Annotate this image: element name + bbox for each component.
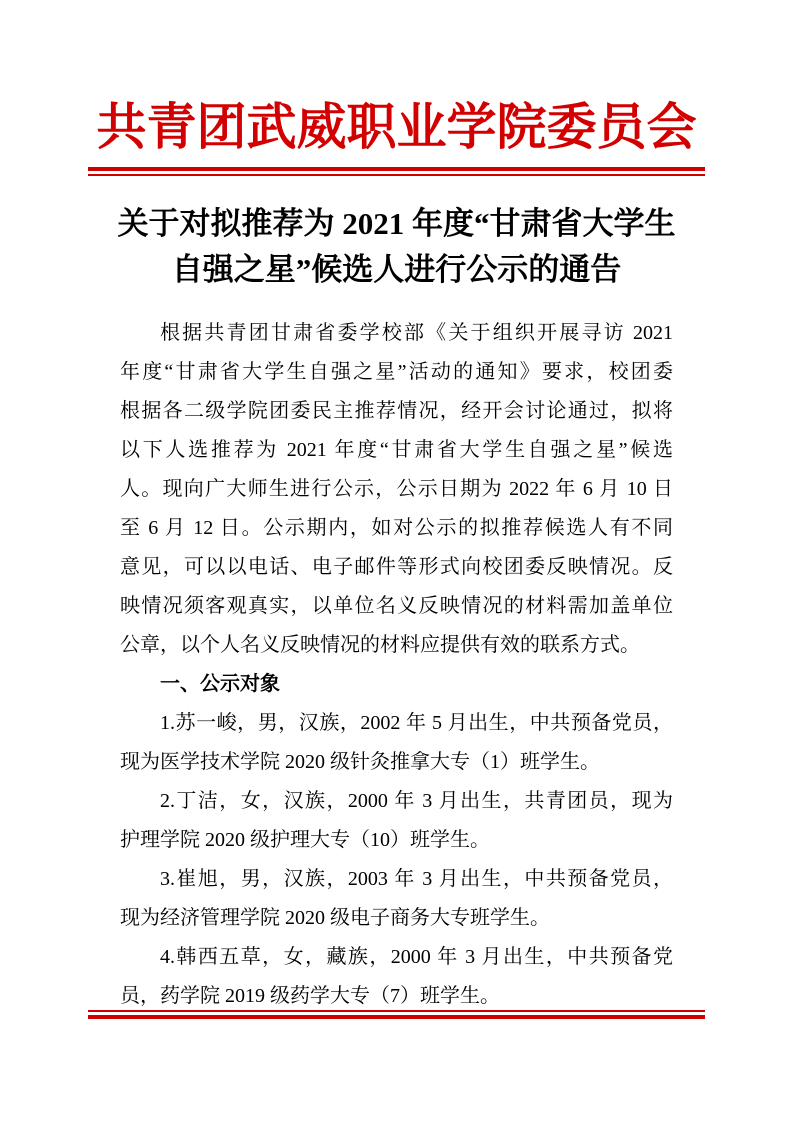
section-heading: 一、公示对象 — [160, 673, 280, 695]
document-body — [120, 314, 673, 1016]
paragraph-line: 公章，以个人名义反映情况的材料应提供有效的联系方式。 — [120, 634, 640, 656]
paragraph-line: 根据各二级学院团委民主推荐情况，经开会讨论通过，拟将 — [120, 400, 673, 422]
candidate-item-2-line1: 2.丁洁，女，汉族，2000 年 3 月出生，共青团员，现为 — [160, 790, 673, 812]
document-title-line1: 关于对拟推荐为 2021 年度“甘肃省大学生 — [117, 206, 676, 241]
candidate-item-1-line1: 1.苏一峻，男，汉族，2002 年 5 月出生，中共预备党员， — [160, 712, 673, 734]
paragraph-line: 年度“甘肃省大学生自强之星”活动的通知》要求，校团委 — [120, 361, 673, 383]
footer-double-rule — [88, 1010, 705, 1019]
paragraph-line: 以下人选推荐为 2021 年度“甘肃省大学生自强之星”候选 — [120, 439, 673, 461]
letterhead-title: 共青团武威职业学院委员会 — [96, 99, 697, 155]
candidate-item-2-line2: 护理学院 2020 级护理大专（10）班学生。 — [120, 829, 490, 851]
candidate-item-3-line2: 现为经济管理学院 2020 级电子商务大专班学生。 — [120, 907, 550, 929]
candidate-item-4-line1: 4.韩西五草，女，藏族，2000 年 3 月出生，中共预备党 — [160, 946, 673, 968]
paragraph-line: 人。现向广大师生进行公示，公示日期为 2022 年 6 月 10 日 — [120, 478, 673, 500]
paragraph-line: 意见，可以以电话、电子邮件等形式向校团委反映情况。反 — [120, 556, 673, 578]
paragraph-line: 根据共青团甘肃省委学校部《关于组织开展寻访 2021 — [160, 322, 673, 344]
candidate-item-4-line2: 员，药学院 2019 级药学大专（7）班学生。 — [120, 985, 500, 1007]
letterhead-double-rule — [88, 167, 705, 176]
rule-thin-line — [88, 174, 705, 176]
paragraph-line: 映情况须客观真实，以单位名义反映情况的材料需加盖单位 — [120, 595, 673, 617]
candidate-item-3-line1: 3.崔旭，男，汉族，2003 年 3 月出生，中共预备党员， — [160, 868, 673, 890]
document-title-line2: 自强之星”候选人进行公示的通告 — [171, 252, 622, 287]
candidate-item-1-line2: 现为医学技术学院 2020 级针灸推拿大专（1）班学生。 — [120, 751, 600, 773]
rule-thick-line — [88, 1015, 705, 1019]
paragraph-line: 至 6 月 12 日。公示期内，如对公示的拟推荐候选人有不同 — [120, 517, 673, 539]
document-title — [0, 201, 793, 293]
